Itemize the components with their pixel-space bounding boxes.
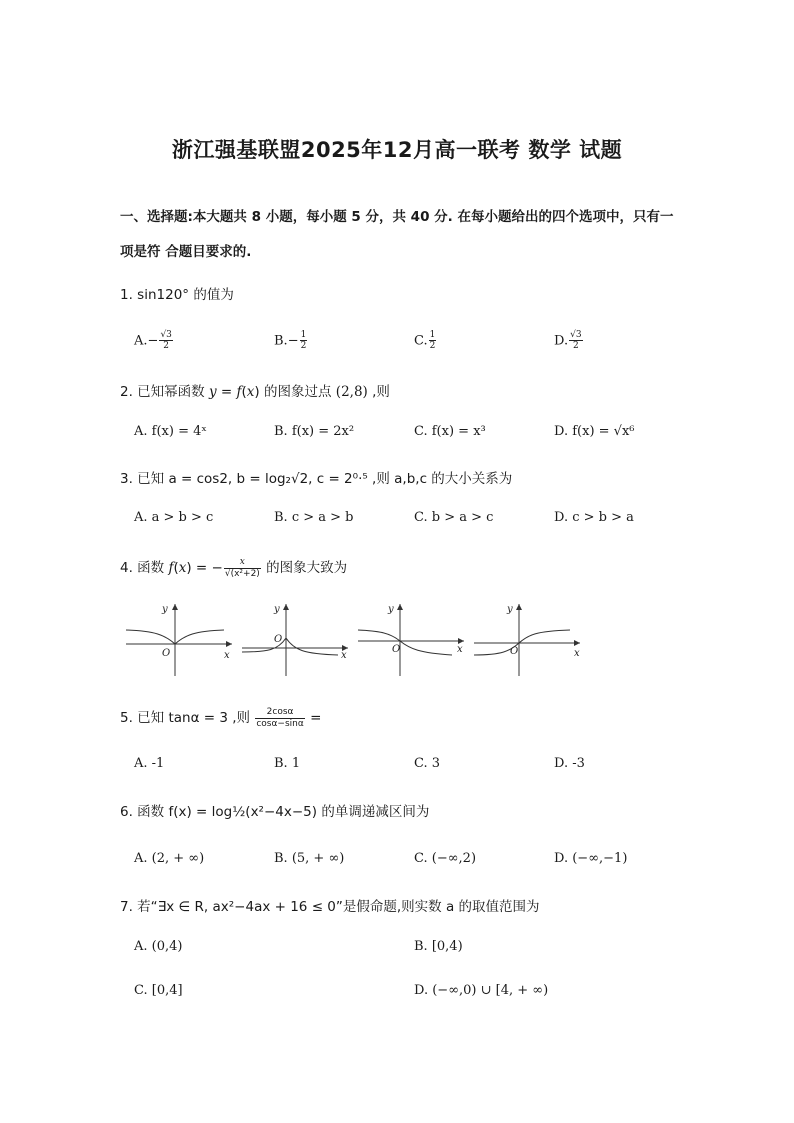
q1-option-a-label: A.	[134, 333, 148, 349]
q4-graph-a	[120, 598, 238, 678]
q5-numerator: 2cosα	[255, 707, 304, 718]
graph-a-x-label: x	[224, 650, 230, 661]
section-heading-line2: 项是符 合题目要求的.	[120, 244, 252, 260]
q7-option-c: C. [0,4]	[134, 983, 183, 998]
q5-option-d: D. -3	[554, 756, 585, 771]
question-3-stem: 3. 已知 a = cos2, b = log₂√2, c = 2⁰·⁵ ,则 a,b,c 的大小关系为	[120, 471, 513, 487]
question-7-stem: 7. 若“∃x ∈ R, ax²−4ax + 16 ≤ 0”是假命题,则实数 a 的取值范围为	[120, 899, 540, 915]
question-5-stem	[120, 706, 321, 729]
q2-point: (2,8)	[335, 384, 368, 400]
section-heading-line1: 一、选择题:本大题共 8 小题，每小题 5 分，共 40 分. 在每小题给出的四个选项中，只有一	[120, 209, 674, 225]
q5-prefix: 5. 已知 tanα = 3 ,则	[120, 710, 255, 726]
q1-option-c-label: C.	[414, 333, 428, 349]
q6-option-c: C. (−∞,2)	[414, 851, 477, 866]
graph-c-origin-label: O	[392, 644, 401, 655]
q4-graph-b	[238, 598, 356, 678]
q5-option-b: B. 1	[274, 756, 301, 771]
q6-option-b: B. (5, + ∞)	[274, 851, 345, 866]
q5-option-a: A. -1	[134, 756, 165, 771]
q7-option-a: A. (0,4)	[134, 939, 183, 954]
graph-c-y-label: y	[388, 604, 394, 615]
q4-suffix: 的图象大致为	[261, 560, 348, 576]
question-4-stem: 4. 函数 f(x) = − $\frac{x}{\text{√(x²+2)}}$ 的图象大致为	[120, 557, 348, 579]
graph-b-origin-label: O	[274, 634, 283, 645]
q3-option-d: D. c > b > a	[554, 510, 634, 525]
graph-d-y-label: y	[507, 604, 513, 615]
q2-suffix: ,则	[367, 384, 390, 400]
graph-a-origin-label: O	[162, 648, 171, 659]
q1-option-d: D. $\frac{√3}{2}$	[554, 330, 582, 352]
q2-option-a: A. f(x) = 4ˣ	[134, 424, 207, 439]
graph-b-y-label: y	[274, 604, 280, 615]
q5-denominator: cosα−sinα	[256, 718, 304, 729]
q2-option-d: D. f(x) = √x⁶	[554, 424, 635, 439]
q6-option-d: D. (−∞,−1)	[554, 851, 628, 866]
q1-option-c: C. $\frac{1}{2}$	[414, 330, 436, 352]
q2-option-c: C. f(x) = x³	[414, 424, 486, 439]
q1-option-b-label: B.	[274, 333, 288, 349]
q3-option-c: C. b > a > c	[414, 510, 494, 525]
graph-d-origin-label: O	[510, 646, 519, 657]
q7-option-b: B. [0,4)	[414, 939, 463, 954]
question-2-stem: 2. 已知幂函数 y = f(x) 的图象过点 (2,8) ,则	[120, 384, 390, 400]
q3-option-b: B. c > a > b	[274, 510, 354, 525]
question-1-stem: 1. sin120° 的值为	[120, 287, 234, 303]
question-6-stem: 6. 函数 f(x) = log½(x²−4x−5) 的单调递减区间为	[120, 804, 430, 820]
q2-option-b: B. f(x) = 2x²	[274, 424, 355, 439]
q1-option-a: A.− $\frac{√3}{2}$	[134, 330, 172, 352]
q3-option-a: A. a > b > c	[134, 510, 214, 525]
page-title: 浙江强基联盟2025年12月高一联考 数学 试题	[171, 138, 623, 162]
graph-a-y-label: y	[162, 604, 168, 615]
q1-option-b: B.− $\frac{1}{2}$	[274, 330, 307, 352]
q2-mid: 的图象过点	[259, 384, 336, 400]
q5-suffix: =	[305, 710, 322, 726]
q5-option-c: C. 3	[414, 756, 441, 771]
q6-option-a: A. (2, + ∞)	[134, 851, 205, 866]
graph-c-x-label: x	[457, 644, 463, 655]
q4-graph-c	[356, 598, 474, 678]
graph-d-x-label: x	[574, 648, 580, 659]
q7-option-d: D. (−∞,0) ∪ [4, + ∞)	[414, 983, 549, 998]
q4-prefix: 4. 函数	[120, 560, 169, 576]
q4-graph-d	[472, 598, 590, 678]
graph-b-x-label: x	[341, 650, 347, 661]
q1-option-d-label: D.	[554, 333, 569, 349]
q4-graph-options	[120, 598, 590, 678]
q2-prefix: 2. 已知幂函数	[120, 384, 209, 400]
